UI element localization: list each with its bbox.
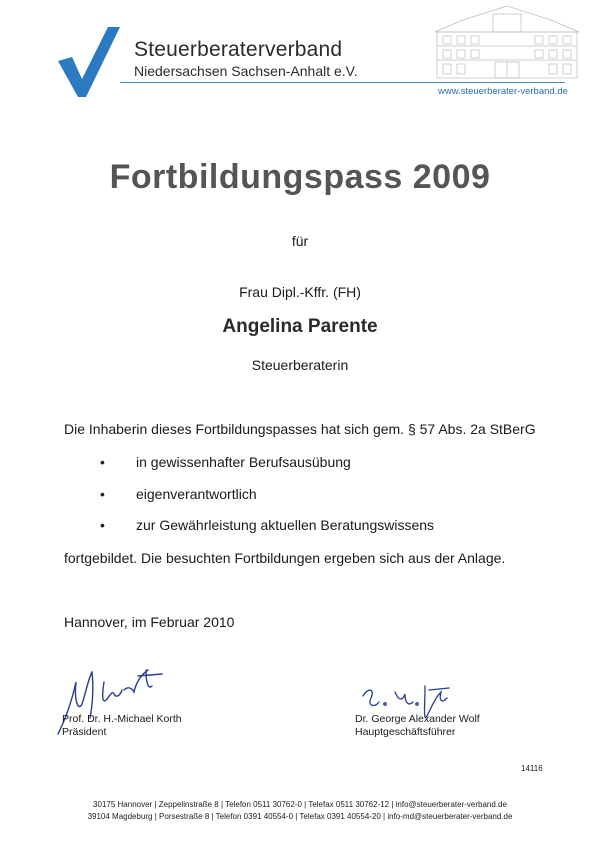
checkmark-logo-icon xyxy=(58,27,120,97)
bullet-icon: • xyxy=(100,486,105,502)
footer-address-hannover: 30175 Hannover | Zeppelinstraße 8 | Telefon 0511 30762-0 | Telefax 0511 30762-12 | info@steuerberater-verband.de xyxy=(93,800,507,809)
signer-name: Prof. Dr. H.-Michael Korth xyxy=(62,713,182,725)
signer-role: Präsident xyxy=(62,726,107,738)
closing-text: fortgebildet. Die besuchten Fortbildungen ergeben sich aus der Anlage. xyxy=(64,550,506,566)
certificate-title: Fortbildungspass 2009 xyxy=(109,158,491,196)
recipient-name: Angelina Parente xyxy=(222,316,378,337)
bullet-icon: • xyxy=(100,454,105,470)
signer-name: Dr. George Alexander Wolf xyxy=(355,713,480,725)
list-item: in gewissenhafter Berufsausübung xyxy=(136,454,351,470)
header-divider xyxy=(120,82,565,83)
org-subtitle: Niedersachsen Sachsen-Anhalt e.V. xyxy=(134,63,358,79)
footer-address-magdeburg: 39104 Magdeburg | Porsestraße 8 | Telefon 0391 40554-0 | Telefax 0391 40554-20 | info-md@steuerberater-verband.de xyxy=(87,812,513,821)
bullet-icon: • xyxy=(100,517,105,533)
document-number: 14116 xyxy=(521,764,543,773)
website-link: www.steuerberater-verband.de xyxy=(438,86,568,97)
org-name: Steuerberaterverband xyxy=(134,38,343,61)
building-sketch-icon xyxy=(433,2,581,82)
recipient-salutation: Frau Dipl.-Kffr. (FH) xyxy=(239,284,361,300)
signer-role: Hauptgeschäftsführer xyxy=(355,726,456,738)
intro-text: Die Inhaberin dieses Fortbildungspasses hat sich gem. § 57 Abs. 2a StBerG xyxy=(64,421,536,437)
for-label: für xyxy=(291,233,309,249)
list-item: eigenverantwortlich xyxy=(136,486,257,502)
place-date: Hannover, im Februar 2010 xyxy=(64,614,235,630)
list-item: zur Gewährleistung aktuellen Beratungswissens xyxy=(136,517,435,533)
recipient-profession: Steuerberaterin xyxy=(251,357,349,373)
